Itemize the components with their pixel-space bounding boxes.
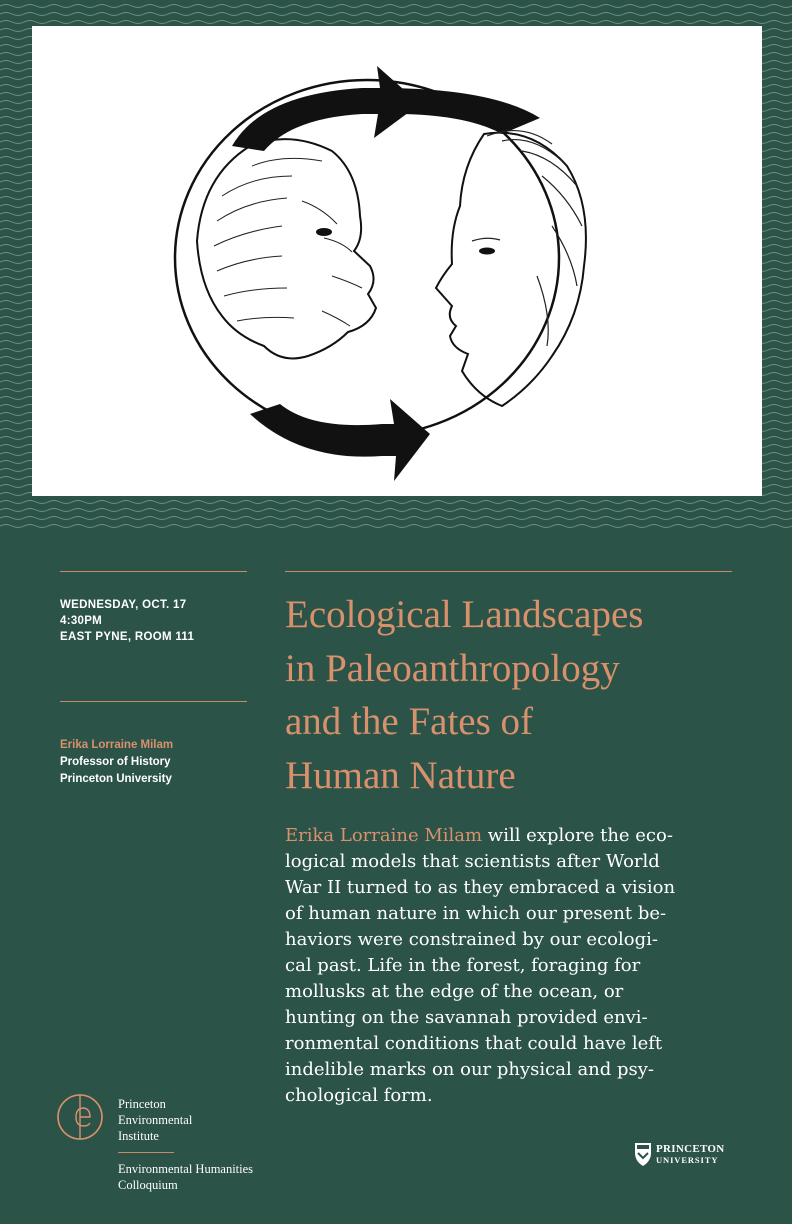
abstract-line-text: will explore the eco- xyxy=(482,825,673,846)
wave-line xyxy=(0,525,792,528)
speaker-title: Professor of History xyxy=(60,756,171,768)
abstract-line: cal past. Life in the forest, foraging for xyxy=(285,955,641,976)
talk-abstract xyxy=(285,823,745,1109)
talk-title xyxy=(285,588,755,802)
speaker-info xyxy=(60,737,260,788)
abstract-line: haviors were constrained by our ecologi- xyxy=(285,929,658,950)
wave-line xyxy=(0,13,792,16)
wave-line xyxy=(0,517,792,520)
event-time: 4:30PM xyxy=(60,615,103,627)
speaker-name: Erika Lorraine Milam xyxy=(60,739,174,751)
abstract-line xyxy=(285,823,745,849)
event-location: EAST PYNE, ROOM 111 xyxy=(60,631,195,643)
abstract-line: of human nature in which our present be- xyxy=(285,903,667,924)
abstract-line: ronmental conditions that could have left xyxy=(285,1033,663,1054)
event-date: WEDNESDAY, OCT. 17 xyxy=(60,599,187,611)
wave-line xyxy=(0,501,792,504)
divider-middle-left xyxy=(60,701,247,702)
abstract-speaker-name: Erika Lorraine Milam xyxy=(285,825,483,846)
wave-line xyxy=(0,21,792,24)
divider-footer xyxy=(118,1152,174,1153)
abstract-line: War II turned to as they embraced a vision xyxy=(285,877,676,898)
colloquium-name-line: Colloquium xyxy=(118,1178,178,1192)
wave-line xyxy=(0,509,792,512)
university-name-line2: UNIVERSITY xyxy=(656,1155,719,1165)
wave-line xyxy=(0,5,792,8)
abstract-line: mollusks at the edge of the ocean, or xyxy=(285,981,624,1002)
pei-name-line: Environmental xyxy=(118,1113,193,1127)
pei-name-line: Institute xyxy=(118,1129,159,1143)
abstract-line: indelible marks on our physical and psy- xyxy=(285,1059,655,1080)
university-name-line1: PRINCETON xyxy=(656,1143,725,1155)
colloquium-name xyxy=(118,1161,338,1193)
speaker-affiliation: Princeton University xyxy=(60,773,172,785)
event-details xyxy=(60,597,260,645)
pei-name xyxy=(118,1096,278,1144)
talk-title-line: and the Fates of xyxy=(285,700,534,743)
colloquium-name-line: Environmental Humanities xyxy=(118,1162,254,1176)
princeton-shield-icon xyxy=(634,1141,652,1167)
illustration-panel xyxy=(32,26,762,496)
pei-circle-e-logo-icon xyxy=(56,1093,104,1141)
divider-top-right xyxy=(285,571,732,572)
divider-top-left xyxy=(60,571,247,572)
talk-title-line: in Paleoanthropology xyxy=(285,646,620,690)
princeton-university-logo xyxy=(634,1140,744,1172)
abstract-line: chological form. xyxy=(285,1085,433,1106)
pei-name-line: Princeton xyxy=(118,1097,166,1111)
abstract-line: logical models that scientists after World xyxy=(285,851,660,872)
ape-and-human-profiles-circle-arrows-illustration xyxy=(32,26,762,496)
abstract-line: hunting on the savannah provided envi- xyxy=(285,1007,648,1028)
talk-title-line: Ecological Landscapes xyxy=(285,593,644,636)
talk-title-line: Human Nature xyxy=(285,753,516,797)
